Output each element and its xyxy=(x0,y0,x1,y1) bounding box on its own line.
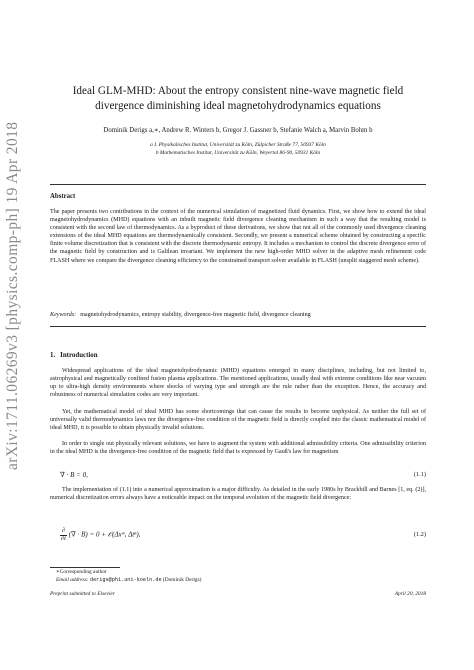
equation-1-2-rest: (∇ · B) = 0 + 𝒪(Δxᵐ, Δtⁿ), xyxy=(68,530,141,539)
footnote-rule xyxy=(50,567,120,568)
keywords-label: Keywords: xyxy=(50,312,77,318)
equation-1-1-expression: ∇ · B = 0, xyxy=(60,471,88,479)
section-number: 1. xyxy=(50,352,56,359)
email-footnote xyxy=(56,577,201,583)
equation-1-2-tag: (1.2) xyxy=(413,531,426,538)
email-label: Email address: xyxy=(56,577,89,583)
intro-paragraph-4: The implementation of (1.1) into a numerical approximation is a major difficulty. As detailed in the early 1980s by Brackbill and Barnes [1, eq. (2)], numerical discretization errors always have a noticeable impact on the temporal evolution of the magnetic field divergence: xyxy=(50,487,426,502)
arxiv-identifier: arXiv:1711.06269v3 [physics.comp-ph] 19 Apr 2018 xyxy=(4,121,21,470)
equation-1-2-expression xyxy=(60,528,140,542)
corresponding-author-note: ∗Corresponding author xyxy=(56,569,107,575)
email-link[interactable]: derigs@ph1.uni-koeln.de xyxy=(89,577,162,583)
abstract-bottom-rule xyxy=(50,326,426,327)
intro-paragraph-3: In order to single out physically relevant solutions, we have to augment the system with additional admissibility criteria. One admissibility criterion in the ideal MHD is the divergence-free condition of the magnetic field that is expressed by Gauß's law for magnetism xyxy=(50,441,426,456)
partial-derivative-fraction xyxy=(60,528,67,542)
preprint-notice: Preprint submitted to Elsevier xyxy=(50,591,115,597)
submission-date: April 20, 2018 xyxy=(394,591,426,597)
section-heading xyxy=(50,352,98,359)
abstract-body: The paper presents two contributions in the context of the numerical simulation of magnetized fluid dynamics. First, we show how to extend the ideal magnetohydrodynamics (MHD) equations with an inbuilt magnetic field divergence cleaning mechanism in such a way that the resulting model is consistent with the second law of thermodynamics. As a byproduct of these derivations, we show that not all of the commonly used divergence cleaning extensions of the ideal MHD equations are thermodynamically consistent. Secondly, we present a numerical scheme obtained by constructing a specific finite volume discretization that is consistent with the discrete thermodynamic entropy. It includes a mechanism to control the discrete divergence error of the magnetic field by construction and is Galilean invariant. We implement the new high-order MHD solver in the adaptive mesh refinement code FLASH where we compare the divergence cleaning efficiency to the constrained transport solver available in FLASH (unsplit staggered mesh scheme). xyxy=(50,209,426,264)
section-title: Introduction xyxy=(60,352,98,359)
abstract-top-rule xyxy=(50,184,426,185)
email-name: (Dominik Derigs) xyxy=(162,577,202,583)
equation-1-2 xyxy=(50,528,426,544)
fraction-denominator: ∂t xyxy=(61,534,66,542)
intro-paragraph-1: Widespread applications of the ideal magnetohydrodynamic (MHD) equations emerged in many disciplines, including, but not limited to, astrophysical and magnetically confined fusion plasma applications. The mentioned applications, usually deal with extreme conditions like near vacuum up to ultra-high density environments where shocks of varying type and strength are the rule rather than the exception. Hence, the accuracy and robustness of numerical simulation codes are very important. xyxy=(50,368,426,399)
equation-1-1 xyxy=(50,471,426,487)
abstract-heading: Abstract xyxy=(50,193,76,200)
intro-paragraph-2: Yet, the mathematical model of ideal MHD has some shortcomings that can cause the results to become unphysical. As neither the full set of universally valid thermodynamics laws nor the divergence-free condition of the magnetic field is directly coupled into the classic mathematical model of ideal MHD, it is possible to obtain physically invalid solutions. xyxy=(50,409,426,432)
title-line-1: Ideal GLM-MHD: About the entropy consistent nine-wave magnetic field xyxy=(72,85,404,97)
author-list: Dominik Derigs a,∗, Andrew R. Winters b, Gregor J. Gassner b, Stefanie Walch a, Marvin Bohm b xyxy=(103,127,373,134)
equation-1-1-tag: (1.1) xyxy=(413,471,426,478)
keywords-list: magnetohydrodynamics, entropy stability, divergence-free magnetic field, divergence cleaning xyxy=(80,312,311,318)
fraction-numerator: ∂ xyxy=(61,527,66,534)
affiliation-b: b Mathematisches Institut, Universität zu Köln, Weyertal 86-90, 50931 Köln xyxy=(155,150,321,156)
affiliation-a: a I. Physikalisches Institut, Universität zu Köln, Zülpicher Straße 77, 50937 Köln xyxy=(150,142,326,148)
title-line-2: divergence diminishing ideal magnetohydrodynamics equations xyxy=(95,100,381,112)
keywords-line xyxy=(50,311,426,319)
paper-title xyxy=(50,84,426,114)
